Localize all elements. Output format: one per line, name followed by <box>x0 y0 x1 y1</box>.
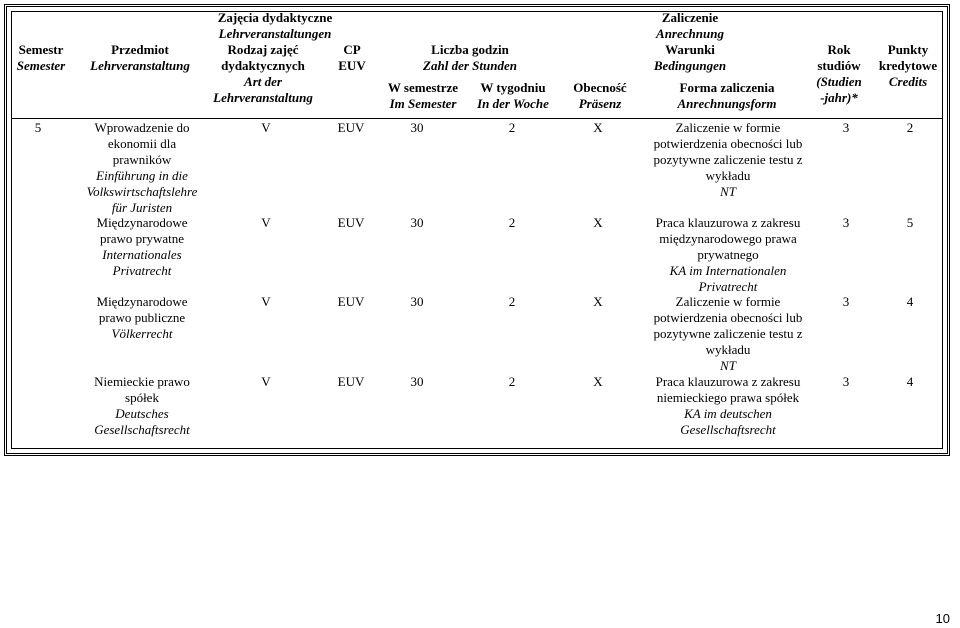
header-przedmiot: Przedmiot <box>111 42 169 57</box>
study-year: 3 <box>842 120 850 135</box>
assessment-form: Zaliczenie w formie potwierdzenia obecności lub pozytywne zaliczenie testu z wykładu NT <box>653 120 803 199</box>
assessment-form: Praca klauzurowa z zakresu międzynarodowego prawa prywatnego KA im Internationalen Privatrecht <box>655 215 801 294</box>
header-zajecia-de: Lehrveranstaltungen <box>218 26 332 41</box>
cp-value: EUV <box>337 294 365 309</box>
header-rok-3: (Studien <box>816 74 862 89</box>
weekly-hours: 2 <box>508 374 516 389</box>
weekly-hours: 2 <box>508 120 516 135</box>
header-separator <box>12 118 942 119</box>
header-przedmiot-de: Lehrveranstaltung <box>90 58 190 73</box>
header-w-semestrze-de: Im Semester <box>389 96 457 111</box>
header-obecnosc: Obecność <box>573 80 627 95</box>
header-warunki-de: Bedingungen <box>653 58 727 73</box>
header-rodzaj-de-1: Art der <box>244 74 282 89</box>
class-type: V <box>261 215 271 230</box>
header-warunki: Warunki <box>665 42 715 57</box>
semester-hours: 30 <box>410 215 424 230</box>
subject-name: Międzynarodowe prawo publiczne Völkerrecht <box>96 294 188 341</box>
weekly-hours: 2 <box>508 294 516 309</box>
class-type: V <box>261 374 271 389</box>
credits: 4 <box>906 294 914 309</box>
header-punkty-1: Punkty <box>887 42 929 57</box>
semester-value: 5 <box>34 120 42 135</box>
presence-mark: X <box>593 120 603 135</box>
study-year: 3 <box>842 374 850 389</box>
header-cp: CP <box>343 42 361 57</box>
header-w-tygodniu: W tygodniu <box>480 80 546 95</box>
cp-value: EUV <box>337 374 365 389</box>
header-euv: EUV <box>338 58 366 73</box>
presence-mark: X <box>593 374 603 389</box>
header-semestr-de: Semester <box>16 58 66 73</box>
subject-name: Wprowadzenie do ekonomii dla prawników Einführung in die Volkswirtschaftslehre für Juristen <box>86 120 198 215</box>
weekly-hours: 2 <box>508 215 516 230</box>
header-rok-2: studiów <box>817 58 861 73</box>
study-year: 3 <box>842 294 850 309</box>
header-w-semestrze: W semestrze <box>387 80 459 95</box>
assessment-form: Praca klauzurowa z zakresu niemieckiego prawa spółek KA im deutschen Gesellschaftsrecht <box>655 374 801 437</box>
header-rodzaj-2: dydaktycznych <box>221 58 305 73</box>
semester-hours: 30 <box>410 120 424 135</box>
presence-mark: X <box>593 294 603 309</box>
class-type: V <box>261 120 271 135</box>
header-punkty-3: Credits <box>888 74 928 89</box>
cp-value: EUV <box>337 215 365 230</box>
header-rok-4: -jahr)* <box>820 90 858 105</box>
header-rodzaj-de-2: Lehrveranstaltung <box>213 90 313 105</box>
semester-hours: 30 <box>410 294 424 309</box>
header-liczba-de: Zahl der Stunden <box>423 58 517 73</box>
header-zaliczenie: Zaliczenie <box>661 10 719 25</box>
header-zaliczenie-de: Anrechnung <box>656 26 724 41</box>
header-forma-de: Anrechnungsform <box>677 96 777 111</box>
header-punkty-2: kredytowe <box>878 58 938 73</box>
page-number: 10 <box>935 611 950 626</box>
credits: 5 <box>906 215 914 230</box>
subject-name: Międzynarodowe prawo prywatne Internationales Privatrecht <box>96 215 188 278</box>
header-liczba: Liczba godzin <box>431 42 509 57</box>
credits: 4 <box>906 374 914 389</box>
header-forma: Forma zaliczenia <box>679 80 775 95</box>
header-semestr: Semestr <box>18 42 64 57</box>
credits: 2 <box>906 120 914 135</box>
cp-value: EUV <box>337 120 365 135</box>
presence-mark: X <box>593 215 603 230</box>
header-rok-1: Rok <box>827 42 851 57</box>
assessment-form: Zaliczenie w formie potwierdzenia obecności lub pozytywne zaliczenie testu z wykładu NT <box>653 294 803 373</box>
study-year: 3 <box>842 215 850 230</box>
subject-name: Niemieckie prawo spółek Deutsches Gesellschaftsrecht <box>94 374 190 437</box>
header-w-tygodniu-de: In der Woche <box>477 96 549 111</box>
header-obecnosc-de: Präsenz <box>578 96 622 111</box>
class-type: V <box>261 294 271 309</box>
header-rodzaj-1: Rodzaj zajęć <box>227 42 299 57</box>
semester-hours: 30 <box>410 374 424 389</box>
header-zajecia: Zajęcia dydaktyczne <box>217 10 333 25</box>
